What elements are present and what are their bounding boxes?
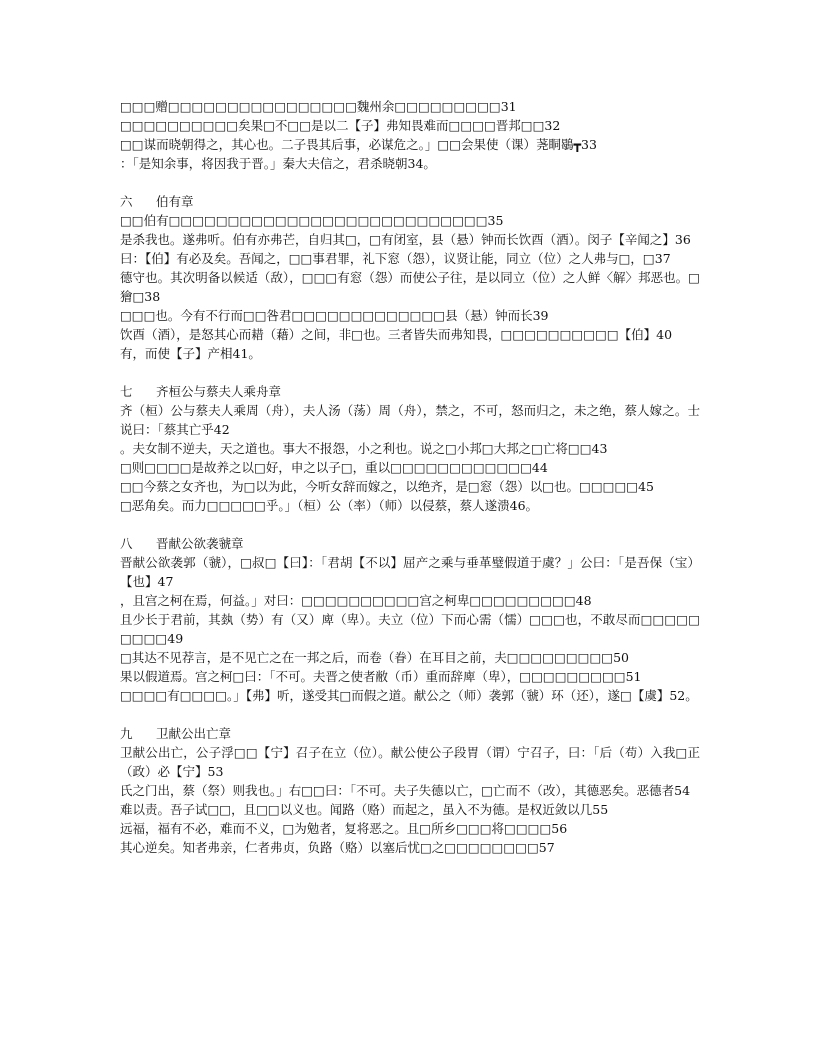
section-heading	[120, 534, 700, 553]
text-line: 氏之门出，蔡（祭）则我也。」右□□曰：「不可。夫子失德以亡，□亡而不（改），其德恶矣。恶德者54	[120, 783, 691, 798]
text-line: □则□□□□是故养之以□好，申之以子□，重以□□□□□□□□□□□□44	[120, 460, 548, 475]
text-line: 有，而使【子】产相41。	[120, 346, 261, 361]
section-title: 晋献公欲袭虢章	[156, 536, 244, 551]
section-number: 八	[120, 536, 133, 551]
text-line: □□伯有□□□□□□□□□□□□□□□□□□□□□□□□□□□35	[120, 213, 504, 228]
text-line: □其达不见荐言，是不见亡之在一邦之后，而卷（眷）在耳目之前，夫□□□□□□□□□50	[120, 650, 630, 665]
text-line: 果以假道焉。宫之柯□曰：「不可。夫晋之使者敝（币）重而辞庳（卑），□□□□□□□□□51	[120, 669, 642, 684]
text-line: 且少长于君前，其埶（势）有（又）庳（卑）。夫立（位）下而心需（懦）□□□也，不敢尽而□□□□□□□□□49	[120, 612, 700, 646]
text-line: ：「是知余事，将因我于晋。」秦大夫信之，君杀晓朝34。	[120, 156, 436, 171]
section-jin-xian-gong	[120, 534, 700, 705]
section-wei-xian-gong	[120, 724, 700, 857]
section-number: 九	[120, 726, 133, 741]
text-line: 远福，福有不必，难而不义，□为勉者，复将恶之。且□所乡□□□将□□□□56	[120, 821, 568, 836]
section-heading	[120, 192, 700, 211]
text-line: ，且宫之柯在焉，何益。」对曰：□□□□□□□□□□宫之柯卑□□□□□□□□□48	[120, 593, 592, 608]
section-title: 齐桓公与蔡夫人乘舟章	[156, 384, 282, 399]
section-qi-huan-gong	[120, 382, 700, 515]
section-title: 卫献公出亡章	[156, 726, 232, 741]
text-line: □□□□□□□□□□矣果□不□□是以二【子】弗知畏难而□□□□晋邦□□32	[120, 118, 561, 133]
text-line: 德守也。其次明备以候适（敌），□□□有窓（怨）而使公子往，是以同立（位）之人鲜〈解〉邦恶也。□獪□38	[120, 270, 700, 304]
text-line: □□□也。今有不行而□□咎君□□□□□□□□□□□□□县（悬）钟而长39	[120, 308, 549, 323]
document-page	[120, 97, 700, 876]
section-heading	[120, 382, 700, 401]
section-boyou	[120, 192, 700, 363]
section-intro	[120, 97, 700, 173]
text-line: □□今蔡之女齐也，为□以为此，今听女辞而嫁之，以绝齐，是□窓（怨）以□也。□□□□□45	[120, 479, 655, 494]
text-line: 曰：【伯】有必及矣。吾闻之，□□事君罪，礼下窓（怨），议贤让能，同立（位）之人弗与□，□37	[120, 251, 671, 266]
text-line: 晋献公欲袭郭（虢），□叔□【曰】：「君胡【不以】屈产之乘与垂革璧假道于虞？」公曰：「是吾保（宝）【也】47	[120, 555, 700, 589]
section-number: 六	[120, 194, 133, 209]
section-title: 伯有章	[156, 194, 194, 209]
text-line: 难以责。吾子试□□，且□□以义也。闻路（赂）而起之，虽入不为德。是权近敛以几55	[120, 802, 609, 817]
text-line: 其心逆矣。知者弗亲，仁者弗贞，负路（赂）以塞后忧□之□□□□□□□□57	[120, 840, 555, 855]
text-line: □恶角矣。而力□□□□□乎。」（桓）公（率）（师）以侵蔡，蔡人遂溃46。	[120, 498, 539, 513]
text-line: 卫献公出亡，公子浮□□【宁】召子在立（位）。献公使公子段胃（谓）宁召子，曰：「后（苟）入我□正（政）必【宁】53	[120, 745, 700, 779]
text-line: 饮酉（酒），是怒其心而耤（藉）之间，非□也。三者皆失而弗知畏，□□□□□□□□□□【伯】40	[120, 327, 673, 342]
text-line: □□□赠□□□□□□□□□□□□□□□□魏州余□□□□□□□□□31	[120, 99, 517, 114]
text-line: 齐（桓）公与蔡夫人乘周（舟），夫人汤（荡）周（舟），禁之，不可，怒而归之，未之绝，蔡人嫁之。士说曰：「蔡其亡乎42	[120, 403, 700, 437]
text-line: □□谋而晓朝得之，其心也。二子畏其后事，必谋危之。」□□会果使（课）荛眮鶡┳33	[120, 137, 597, 152]
text-line: 。夫女制不逆夫，天之道也。事大不报怨，小之利也。说之□小邦□大邦之□亡将□□43	[120, 441, 608, 456]
text-line: □□□□有□□□□。」【弗】听，遂受其□而假之道。献公之（师）袭郭（虢）环（还），遂□【虞】52。	[120, 688, 698, 703]
section-number: 七	[120, 384, 133, 399]
section-heading	[120, 724, 700, 743]
text-line: 是杀我也。遂弗听。伯有亦弗芒，自归其□，□有闭室，县（悬）钟而长饮酉（酒）。闵子【辛闻之】36	[120, 232, 691, 247]
